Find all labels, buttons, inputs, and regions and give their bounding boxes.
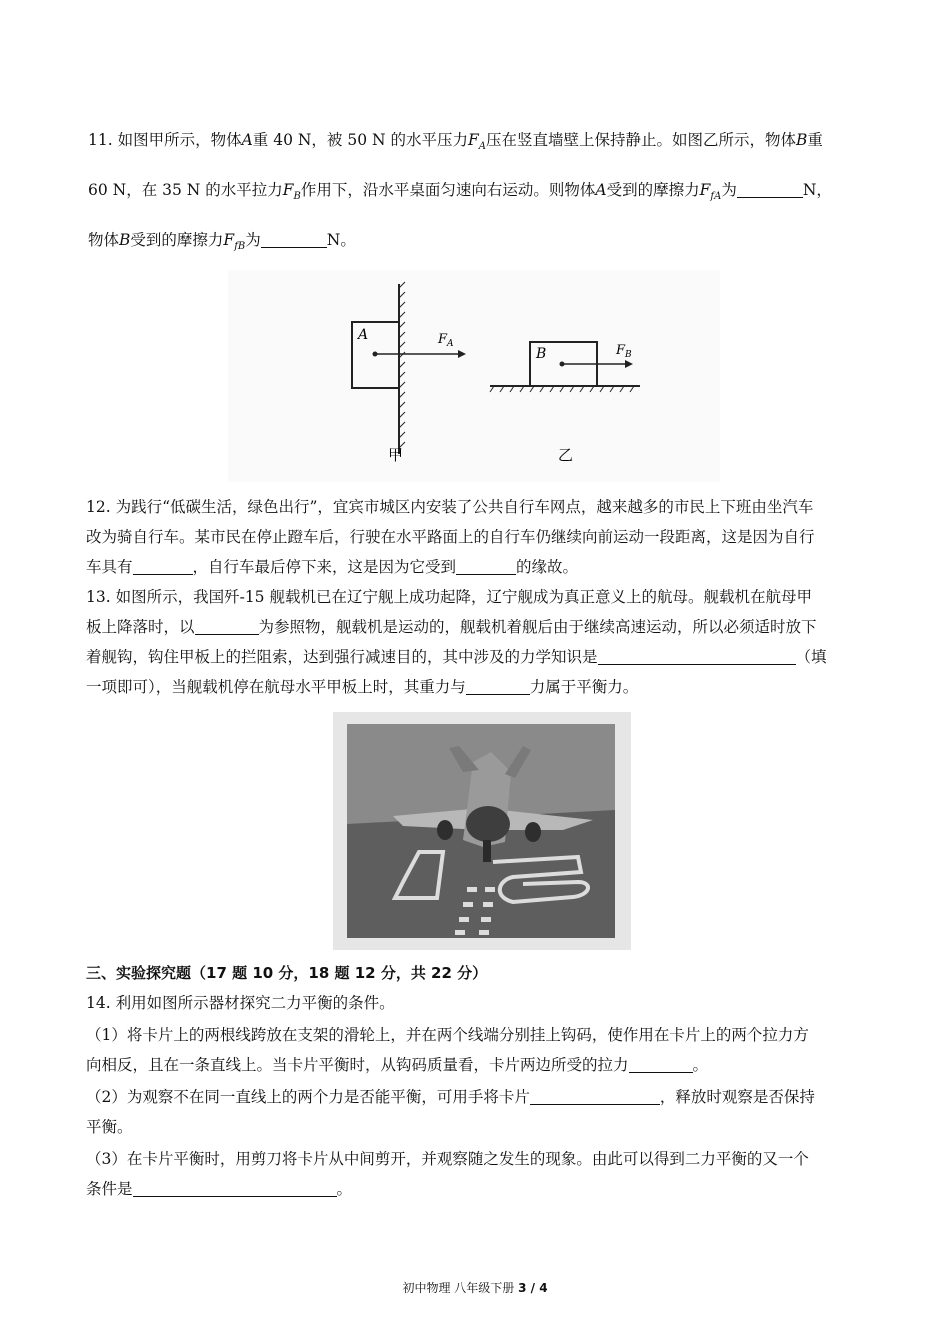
var-F: F [699,181,711,199]
answer-blank-ffb[interactable] [261,232,327,248]
var-B: B [796,131,808,149]
answer-blank-support-force[interactable] [466,679,530,695]
carrier-jet-photo [333,712,631,950]
answer-blank-mechanics[interactable] [598,649,796,665]
var-F: F [223,231,235,249]
text: 板上降落时，以 [86,618,195,636]
text: 向相反，且在一条直线上。当卡片平衡时，从钩码质量看，卡片两边所受的拉力 [86,1056,629,1074]
q14-intro: 14. 利用如图所示器材探究二力平衡的条件。 [86,994,395,1012]
text: 。 [692,1056,709,1074]
q11-line-2 [88,180,832,207]
text: ，释放时观察是否保持 [659,1088,815,1106]
answer-blank-same-object[interactable] [133,1181,337,1197]
text: 重 [807,131,823,149]
footer-text: 初中物理 八年级下册 [402,1281,515,1295]
q14-p2-line-1 [86,1087,815,1107]
text: 压在竖直墙壁上保持静止。如图乙所示，物体 [486,131,797,149]
var-F: F [468,131,479,149]
q14-p3-line-1: （3）在卡片平衡时，用剪刀将卡片从中间剪开，并观察随之发生的现象。由此可以得到二力平衡的又一个 [86,1150,809,1168]
var-F: F [282,181,294,199]
q13-line-3 [86,647,827,667]
q14-p1-line-2 [86,1055,708,1075]
text: 。 [336,1180,353,1198]
q14-p1-line-1: （1）将卡片上的两根线跨放在支架的滑轮上，并在两个线端分别挂上钩码，使作用在卡片上的两个拉力方 [86,1026,809,1044]
text: 车具有 [86,558,133,576]
q12-line-3 [86,557,578,577]
q13-line-2 [86,617,817,637]
answer-blank-ffa[interactable] [737,182,803,198]
answer-blank-friction[interactable] [456,559,516,575]
q12-line-1: 12. 为践行“低碳生活，绿色出行”，宜宾市城区内安装了公共自行车网点，越来越多的市民上下班由坐汽车 [86,498,814,516]
q13-line-4 [86,677,638,697]
text: 力属于平衡力。 [529,678,639,696]
page-number: 3 / 4 [518,1281,548,1295]
section-3-heading: 三、实验探究题（17 题 10 分，18 题 12 分，共 22 分） [86,964,488,982]
arrowhead-FA [458,350,466,358]
var-B: B [119,231,131,249]
q11-line-3 [88,230,356,257]
caption-jia: 甲 [388,446,404,464]
caption-yi: 乙 [558,446,574,464]
text: 一项即可），当舰载机停在航母水平甲板上时，其重力与 [86,678,466,696]
text: 作用下，沿水平桌面匀速向右运动。则物体 [300,181,596,199]
page-footer [0,1279,950,1296]
text: （填 [795,648,827,666]
sub: A [478,141,486,153]
jet-photo-svg [333,712,631,950]
text: ，自行车最后停下来，这是因为它受到 [192,558,457,576]
text: 60 N，在 35 N 的水平拉力 [88,181,283,199]
label-FA: $F_A$ [438,332,454,349]
text: 为 [245,231,261,249]
label-B: B [536,346,547,362]
label-A: A [358,327,369,343]
answer-blank-pull-force[interactable] [629,1057,693,1073]
sub: B [293,191,301,203]
text: 条件是 [86,1180,133,1198]
text: （2）为观察不在同一直线上的两个力是否能平衡，可用手将卡片 [86,1088,530,1106]
text: N， [802,181,832,199]
text: 11. 如图甲所示，物体 [88,131,242,149]
q12-line-2: 改为骑自行车。某市民在停止蹬车后，行驶在水平路面上的自行车仍继续向前运动一段距离，这是因为自行 [86,528,815,546]
force-diagram-figure [228,270,720,482]
arrowhead-FB [625,360,633,368]
q14-p3-line-2 [86,1179,352,1199]
text: 的缘故。 [516,558,579,576]
answer-blank-inertia[interactable] [133,559,193,575]
text: 着舰钩，钩住甲板上的拦阻索，达到强行减速目的，其中涉及的力学知识是 [86,648,598,666]
sub: fA [710,191,722,203]
q14-p2-line-2: 平衡。 [86,1118,133,1136]
sub: fB [234,241,246,253]
text: 为 [721,181,737,199]
text: 重 40 N，被 50 N 的水平压力 [252,131,468,149]
q11-line-1 [88,130,823,157]
text: 受到的摩擦力 [606,181,700,199]
label-FB: $F_B$ [616,343,632,360]
var-A: A [241,131,253,149]
text: 物体 [88,231,120,249]
q13-line-1: 13. 如图所示，我国歼-15 舰载机已在辽宁舰上成功起降，辽宁舰成为真正意义上的航母。舰载机在航母甲 [86,588,812,606]
answer-blank-rotate-card[interactable] [530,1089,660,1105]
text: N。 [326,231,356,249]
var-A: A [595,181,607,199]
text: 受到的摩擦力 [130,231,224,249]
answer-blank-reference[interactable] [195,619,259,635]
force-diagram-svg [228,270,720,482]
text: 为参照物，舰载机是运动的，舰载机着舰后由于继续高速运动，所以必须适时放下 [258,618,817,636]
